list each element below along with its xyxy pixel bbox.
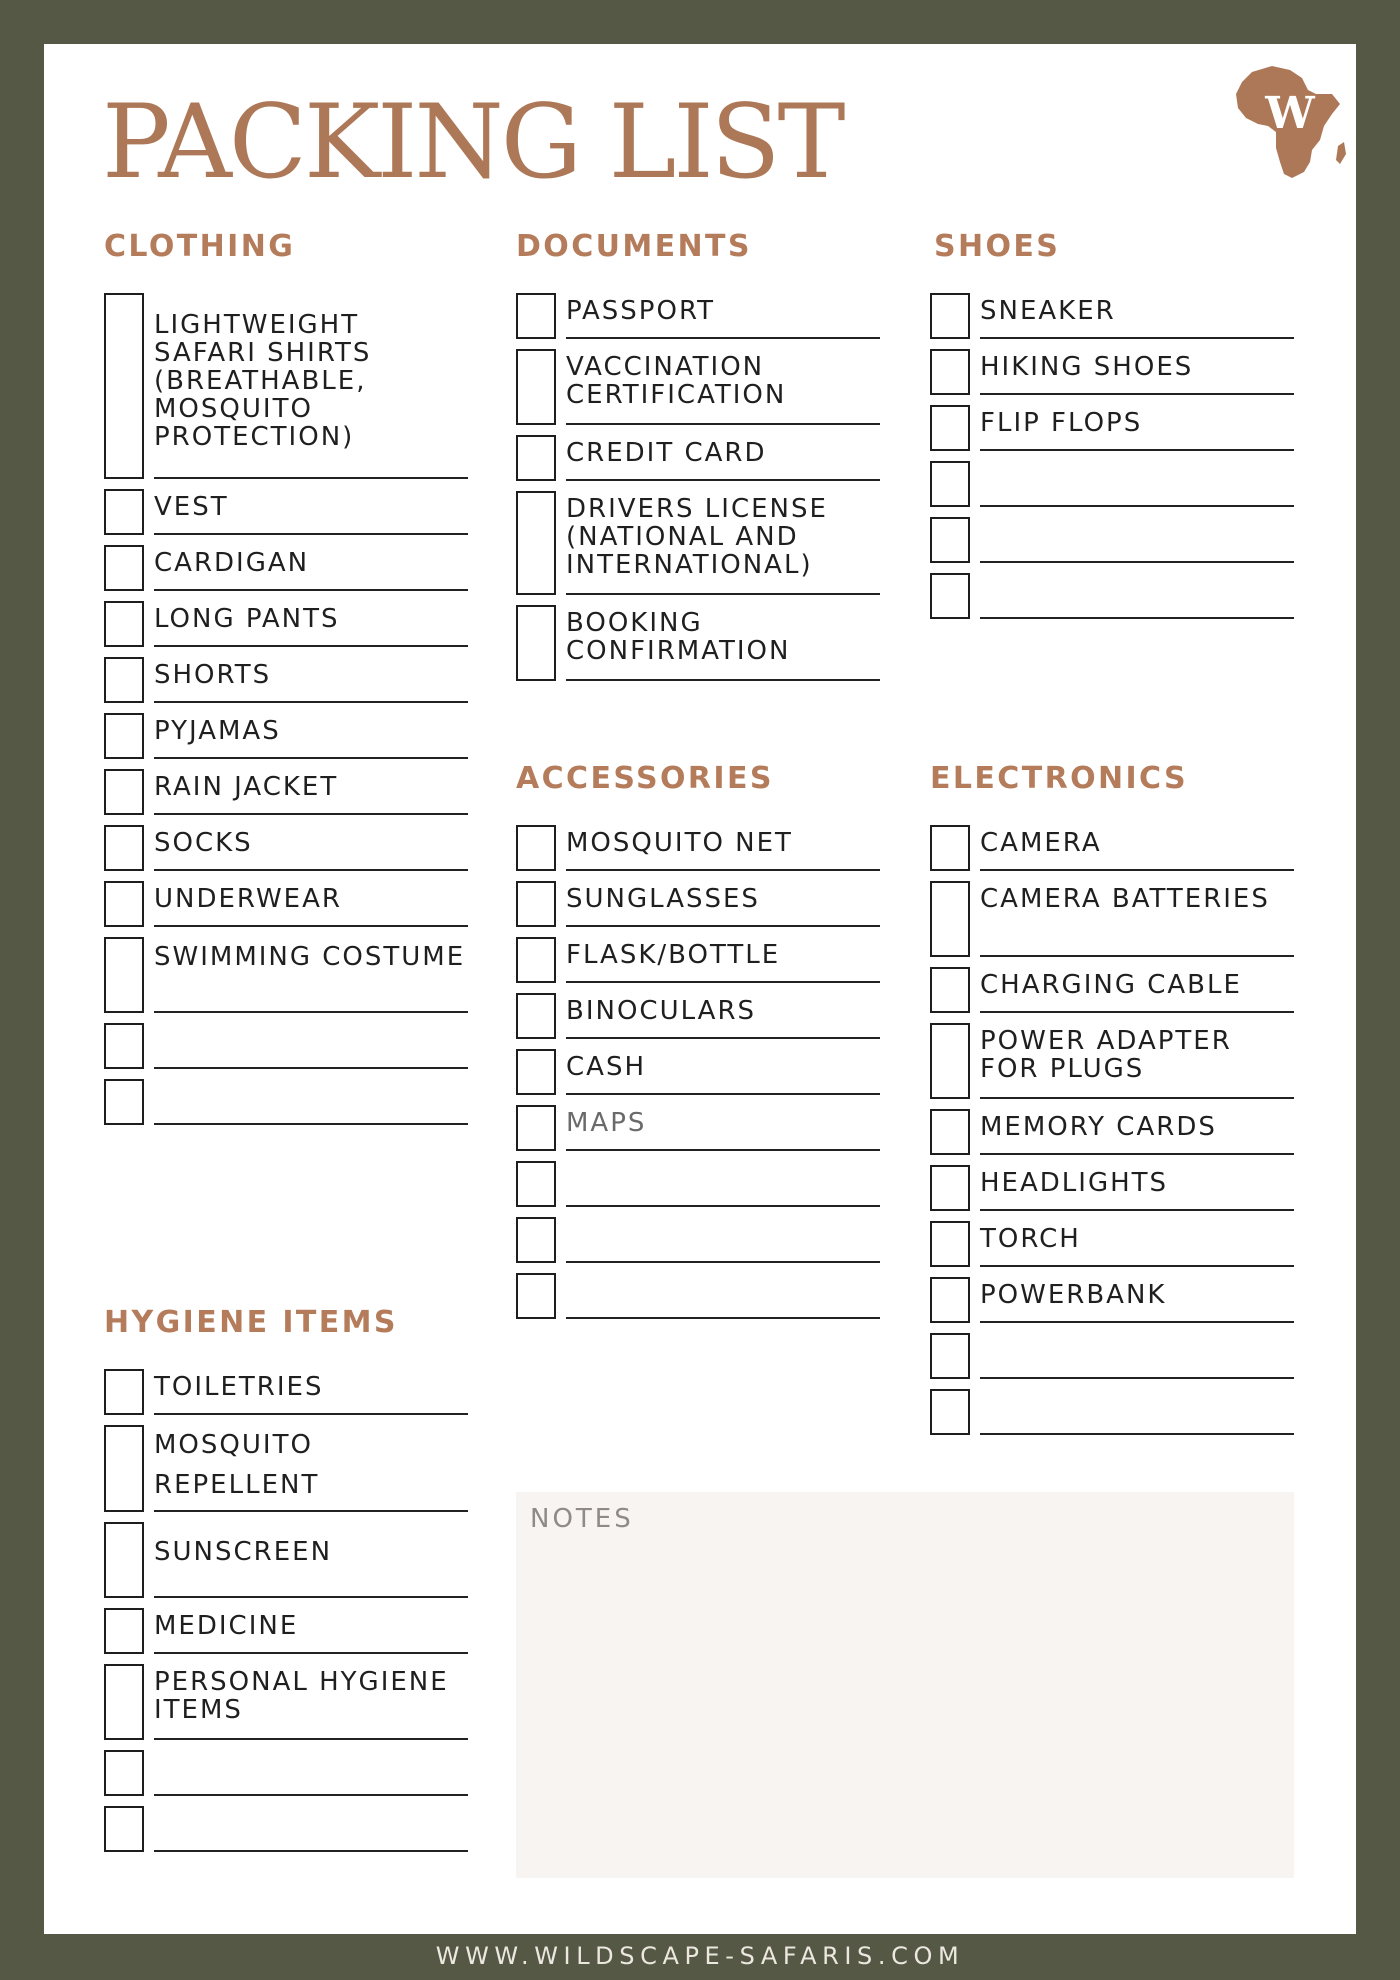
item-label: TORCH xyxy=(980,1221,1294,1267)
checkbox[interactable] xyxy=(516,937,556,983)
accessories-heading: ACCESSORIES xyxy=(516,761,774,796)
item-label: CASH xyxy=(566,1049,880,1095)
clothing-heading: CLOTHING xyxy=(104,229,296,264)
item-label xyxy=(980,517,1294,563)
checklist-item xyxy=(930,573,1294,619)
electronics-section xyxy=(930,762,1294,1445)
checkbox[interactable] xyxy=(930,461,970,507)
checklist-item xyxy=(930,405,1294,451)
checkbox[interactable] xyxy=(930,1165,970,1211)
item-label xyxy=(980,573,1294,619)
item-label: SWIMMING COSTUME xyxy=(154,937,468,1013)
item-label: FLIP FLOPS xyxy=(980,405,1294,451)
item-label: VEST xyxy=(154,489,468,535)
checkbox[interactable] xyxy=(930,881,970,957)
checkbox[interactable] xyxy=(930,825,970,871)
documents-section xyxy=(516,230,880,691)
checkbox[interactable] xyxy=(104,293,144,479)
item-label: PYJAMAS xyxy=(154,713,468,759)
checkbox[interactable] xyxy=(516,491,556,595)
item-label xyxy=(566,1273,880,1319)
documents-heading: DOCUMENTS xyxy=(516,229,752,264)
checklist-item xyxy=(930,1023,1294,1099)
checklist-item xyxy=(516,1217,880,1263)
checkbox[interactable] xyxy=(104,1806,144,1852)
checkbox[interactable] xyxy=(516,1273,556,1319)
checkbox[interactable] xyxy=(104,601,144,647)
checklist-item xyxy=(104,1369,468,1415)
item-label: HIKING SHOES xyxy=(980,349,1294,395)
item-label: UNDERWEAR xyxy=(154,881,468,927)
checkbox[interactable] xyxy=(930,1023,970,1099)
item-label xyxy=(566,1161,880,1207)
checklist-item xyxy=(516,349,880,425)
checklist-item xyxy=(516,1049,880,1095)
checklist-item xyxy=(104,657,468,703)
item-label: CARDIGAN xyxy=(154,545,468,591)
item-label xyxy=(566,1217,880,1263)
item-label: MEMORY CARDS xyxy=(980,1109,1294,1155)
item-label: POWERBANK xyxy=(980,1277,1294,1323)
checkbox[interactable] xyxy=(930,967,970,1013)
checklist-item xyxy=(104,545,468,591)
checklist-item xyxy=(104,1750,468,1796)
checkbox[interactable] xyxy=(930,405,970,451)
item-label: BINOCULARS xyxy=(566,993,880,1039)
checkbox[interactable] xyxy=(516,1049,556,1095)
checklist-item xyxy=(104,1522,468,1598)
checklist-item xyxy=(516,1161,880,1207)
checkbox[interactable] xyxy=(516,993,556,1039)
checklist-item xyxy=(516,825,880,871)
checklist-item xyxy=(930,461,1294,507)
hygiene-heading: HYGIENE ITEMS xyxy=(104,1305,398,1340)
checkbox[interactable] xyxy=(516,1217,556,1263)
checkbox[interactable] xyxy=(104,881,144,927)
checkbox[interactable] xyxy=(930,1333,970,1379)
checkbox[interactable] xyxy=(104,657,144,703)
item-label xyxy=(980,461,1294,507)
checklist-item xyxy=(516,605,880,681)
checkbox[interactable] xyxy=(516,349,556,425)
item-label xyxy=(154,1079,468,1125)
item-label: SNEAKER xyxy=(980,293,1294,339)
checklist-item xyxy=(930,1333,1294,1379)
checkbox[interactable] xyxy=(930,517,970,563)
checkbox[interactable] xyxy=(104,713,144,759)
checklist-item xyxy=(104,293,468,479)
notes-label: NOTES xyxy=(530,1504,634,1534)
checklist-item xyxy=(104,1608,468,1654)
item-label: SHORTS xyxy=(154,657,468,703)
checklist-item xyxy=(516,293,880,339)
checklist-item xyxy=(104,489,468,535)
notes-area[interactable] xyxy=(516,1492,1294,1878)
checklist-item xyxy=(516,881,880,927)
item-label: MOSQUITO REPELLENT xyxy=(154,1425,468,1512)
checklist-item xyxy=(516,1273,880,1319)
checkbox[interactable] xyxy=(516,825,556,871)
checklist-item xyxy=(104,769,468,815)
checklist-item xyxy=(930,1165,1294,1211)
checklist-item xyxy=(516,435,880,481)
checkbox[interactable] xyxy=(516,293,556,339)
checklist-item xyxy=(104,1664,468,1740)
logo-letter: W xyxy=(1265,88,1315,139)
item-label: CREDIT CARD xyxy=(566,435,880,481)
item-label: CHARGING CABLE xyxy=(980,967,1294,1013)
checklist-item xyxy=(930,881,1294,957)
checklist-item xyxy=(104,1079,468,1125)
checklist-item xyxy=(930,1277,1294,1323)
item-label: SUNSCREEN xyxy=(154,1522,468,1598)
item-label: MOSQUITO NET xyxy=(566,825,880,871)
checklist-item xyxy=(104,601,468,647)
checkbox[interactable] xyxy=(930,573,970,619)
checklist-item xyxy=(930,1389,1294,1435)
checklist-item xyxy=(516,937,880,983)
checklist-item xyxy=(516,993,880,1039)
item-label: POWER ADAPTER FOR PLUGS xyxy=(980,1023,1294,1099)
item-label xyxy=(154,1750,468,1796)
checkbox[interactable] xyxy=(516,605,556,681)
checkbox[interactable] xyxy=(516,1105,556,1151)
item-label: SUNGLASSES xyxy=(566,881,880,927)
checkbox[interactable] xyxy=(516,1161,556,1207)
checkbox[interactable] xyxy=(104,1425,144,1512)
checklist-item xyxy=(104,1425,468,1512)
checkbox[interactable] xyxy=(930,1277,970,1323)
item-label: DRIVERS LICENSE (NATIONAL AND INTERNATIONAL) xyxy=(566,491,880,595)
checkbox[interactable] xyxy=(104,769,144,815)
checkbox[interactable] xyxy=(930,1109,970,1155)
shoes-section xyxy=(930,230,1294,629)
item-label: TOILETRIES xyxy=(154,1369,468,1415)
item-label: CAMERA BATTERIES xyxy=(980,881,1294,957)
item-label: RAIN JACKET xyxy=(154,769,468,815)
checkbox[interactable] xyxy=(104,937,144,1013)
checklist-item xyxy=(930,1221,1294,1267)
checkbox[interactable] xyxy=(930,293,970,339)
item-label: MEDICINE xyxy=(154,1608,468,1654)
checklist-item xyxy=(930,1109,1294,1155)
item-label xyxy=(980,1333,1294,1379)
checkbox[interactable] xyxy=(516,881,556,927)
packing-list-sheet xyxy=(44,44,1356,1934)
checklist-item xyxy=(104,881,468,927)
checkbox[interactable] xyxy=(104,825,144,871)
item-label: PERSONAL HYGIENE ITEMS xyxy=(154,1664,468,1740)
item-label: HEADLIGHTS xyxy=(980,1165,1294,1211)
accessories-section xyxy=(516,762,880,1329)
hygiene-section xyxy=(104,1306,468,1862)
checkbox[interactable] xyxy=(516,435,556,481)
item-label xyxy=(980,1389,1294,1435)
item-label: LIGHTWEIGHT SAFARI SHIRTS (BREATHABLE, MOSQUITO PROTECTION) xyxy=(154,293,468,479)
item-label: MAPS xyxy=(566,1105,880,1151)
africa-map-icon xyxy=(1232,64,1350,184)
checkbox[interactable] xyxy=(104,545,144,591)
item-label: VACCINATION CERTIFICATION xyxy=(566,349,880,425)
checklist-item xyxy=(104,1806,468,1852)
item-label: FLASK/BOTTLE xyxy=(566,937,880,983)
checkbox[interactable] xyxy=(104,1079,144,1125)
checklist-item xyxy=(104,1023,468,1069)
checkbox[interactable] xyxy=(104,1750,144,1796)
item-label xyxy=(154,1806,468,1852)
page-title: PACKING LIST xyxy=(102,83,843,202)
checkbox[interactable] xyxy=(104,1023,144,1069)
checkbox[interactable] xyxy=(104,489,144,535)
checklist-item xyxy=(516,491,880,595)
item-label: BOOKING CONFIRMATION xyxy=(566,605,880,681)
checkbox[interactable] xyxy=(930,1221,970,1267)
clothing-section xyxy=(104,230,468,1135)
item-label: PASSPORT xyxy=(566,293,880,339)
item-label xyxy=(154,1023,468,1069)
item-label: SOCKS xyxy=(154,825,468,871)
checklist-item xyxy=(104,713,468,759)
item-label: LONG PANTS xyxy=(154,601,468,647)
checklist-item xyxy=(930,517,1294,563)
checklist-item xyxy=(104,825,468,871)
checkbox[interactable] xyxy=(930,1389,970,1435)
item-label: CAMERA xyxy=(980,825,1294,871)
electronics-heading: ELECTRONICS xyxy=(930,761,1189,796)
checkbox[interactable] xyxy=(930,349,970,395)
checklist-item xyxy=(930,825,1294,871)
checklist-item xyxy=(930,349,1294,395)
footer-website: WWW.WILDSCAPE-SAFARIS.COM xyxy=(435,1942,965,1970)
checkbox[interactable] xyxy=(104,1369,144,1415)
checkbox[interactable] xyxy=(104,1608,144,1654)
checkbox[interactable] xyxy=(104,1522,144,1598)
checklist-item xyxy=(930,967,1294,1013)
shoes-heading: SHOES xyxy=(934,229,1061,264)
checklist-item xyxy=(930,293,1294,339)
checkbox[interactable] xyxy=(104,1664,144,1740)
checklist-item xyxy=(516,1105,880,1151)
checklist-item xyxy=(104,937,468,1013)
